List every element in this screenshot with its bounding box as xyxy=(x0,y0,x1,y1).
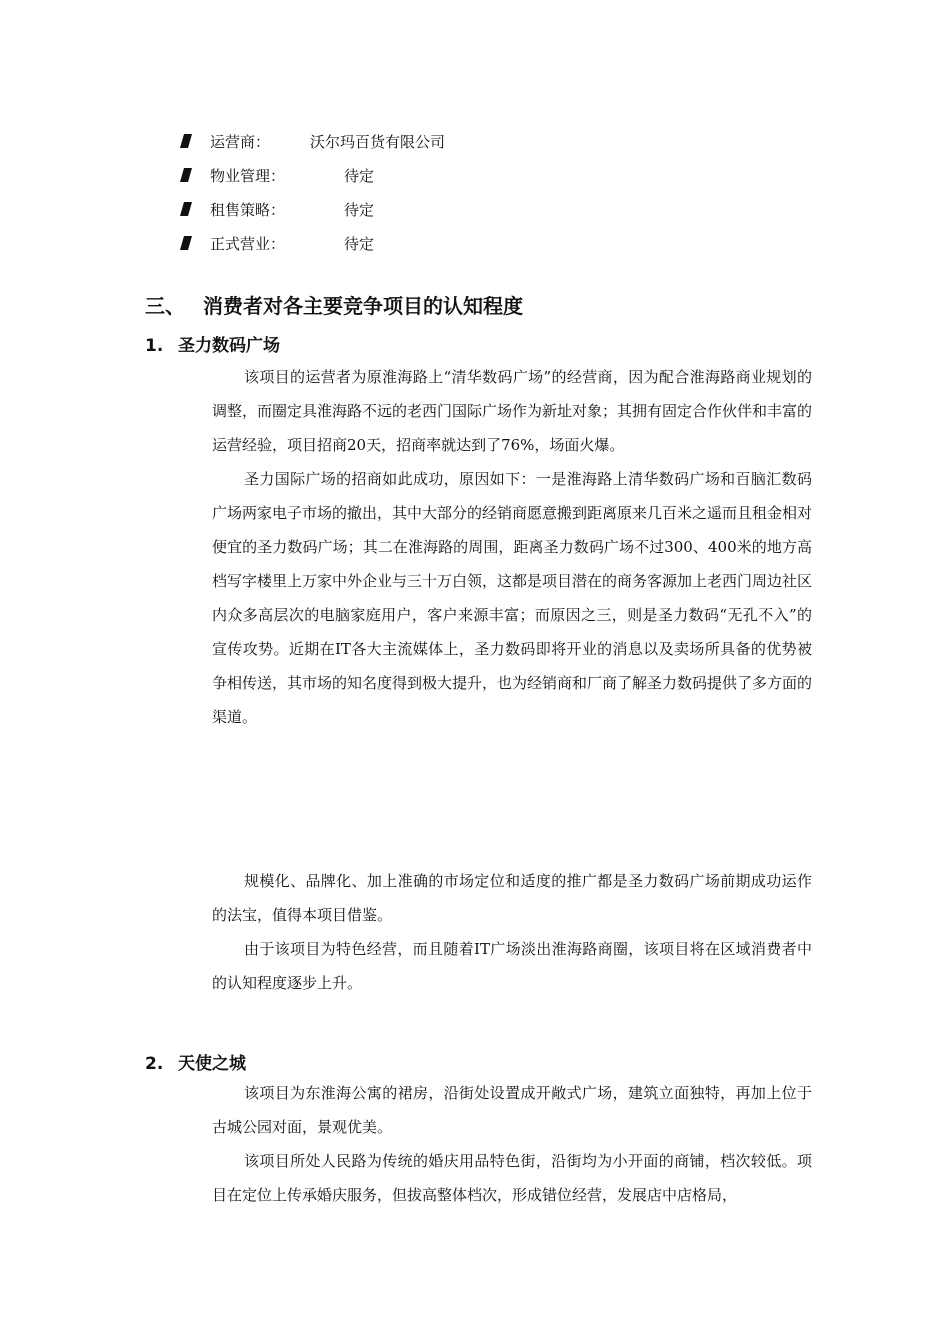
paragraph: 该项目为东淮海公寓的裙房，沿街处设置成开敞式广场，建筑立面独特，再加上位于古城公园对面，景观优美。 xyxy=(212,1084,812,1136)
list-item xyxy=(180,192,445,226)
info-value: 沃尔玛百货有限公司 xyxy=(310,132,446,151)
project-info-list xyxy=(180,124,445,260)
list-item xyxy=(180,226,445,260)
subsection-title-text: 圣力数码广场 xyxy=(178,336,280,356)
paragraph: 该项目所处人民路为传统的婚庆用品特色街，沿街均为小开面的商铺，档次较低。项目在定位上传承婚庆服务，但拔高整体档次，形成错位经营，发展店中店格局， xyxy=(212,1152,812,1204)
paragraph: 规模化、品牌化、加上准确的市场定位和适度的推广都是圣力数码广场前期成功运作的法宝，值得本项目借鉴。 xyxy=(212,872,812,924)
subsection-heading-1 xyxy=(145,331,280,356)
paragraph: 圣力国际广场的招商如此成功，原因如下：一是淮海路上清华数码广场和百脑汇数码广场两家电子市场的撤出，其中大部分的经销商愿意搬到距离原来几百米之遥而且租金相对便宜的圣力数码广场；其二在淮海路的周围，距离圣力数码广场不过300、400米的地方高档写字楼里上万家中外企业与三十万白领，这都是项目潜在的商务客源加上老西门周边社区内众多高层次的电脑家庭用户，客户来源丰富；而原因之三，则是圣力数码“无孔不入”的宣传攻势。近期在IT各大主流媒体上，圣力数码即将开业的消息以及卖场所具备的优势被争相传送，其市场的知名度得到极大提升，也为经销商和厂商了解圣力数码提供了多方面的渠道。 xyxy=(212,470,813,726)
section-number: 三、 xyxy=(145,294,185,318)
section-heading xyxy=(145,290,523,319)
info-value: 待定 xyxy=(344,166,375,185)
info-label: 运营商： xyxy=(210,132,271,151)
info-value: 待定 xyxy=(344,200,375,219)
info-label: 正式营业： xyxy=(210,234,286,253)
paragraph: 由于该项目为特色经营，而且随着IT广场淡出淮海路商圈，该项目将在区域消费者中的认知程度逐步上升。 xyxy=(212,940,812,992)
bullet-icon xyxy=(180,202,192,216)
subsection-number: 1. xyxy=(145,336,164,356)
bullet-icon xyxy=(180,236,192,250)
list-item xyxy=(180,158,445,192)
info-label: 租售策略： xyxy=(210,200,286,219)
bullet-icon xyxy=(180,168,192,182)
subsection-heading-2 xyxy=(145,1049,246,1074)
paragraph: 该项目的运营者为原淮海路上“清华数码广场”的经营商，因为配合淮海路商业规划的调整，而圈定具淮海路不远的老西门国际广场作为新址对象；其拥有固定合作伙伴和丰富的运营经验，项目招商20天，招商率就达到了76%，场面火爆。 xyxy=(212,368,813,454)
info-label: 物业管理： xyxy=(210,166,286,185)
bullet-icon xyxy=(180,134,192,148)
subsection-title-text: 天使之城 xyxy=(178,1054,246,1074)
subsection-number: 2. xyxy=(145,1054,164,1074)
section-title-text: 消费者对各主要竞争项目的认知程度 xyxy=(203,294,523,318)
info-value: 待定 xyxy=(344,234,375,253)
list-item xyxy=(180,124,445,158)
